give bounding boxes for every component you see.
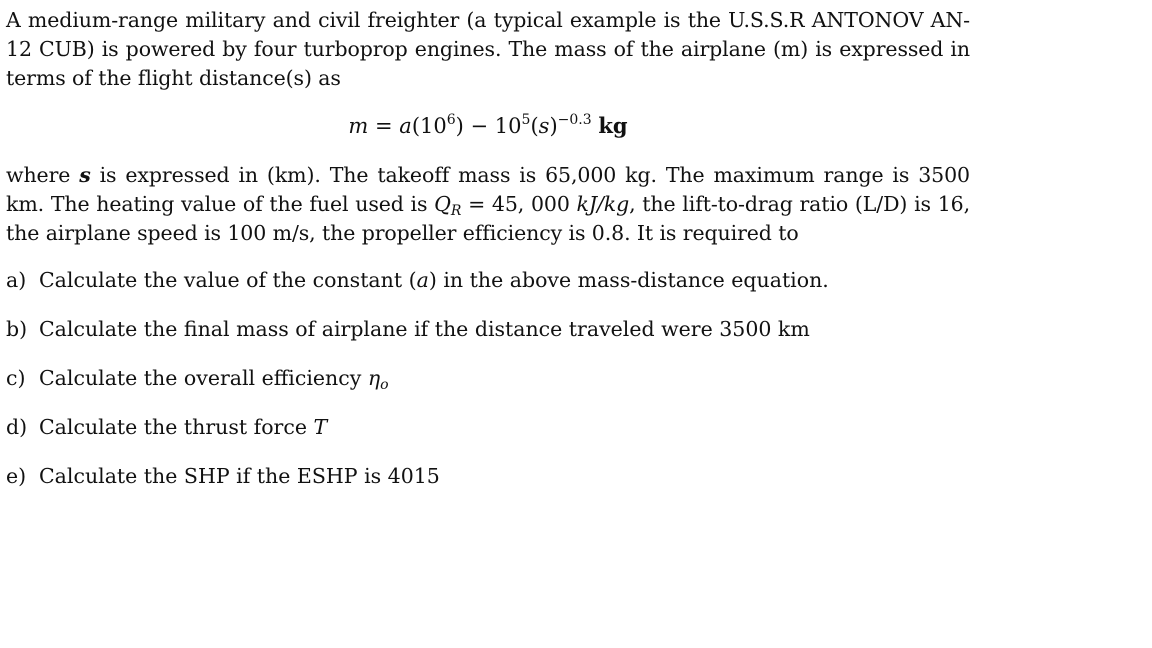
formula-term2-exponent: 5: [521, 112, 531, 128]
formula-term1-close: ) − 10: [455, 114, 522, 138]
question-pre: Calculate the overall efficiency: [39, 366, 368, 390]
given-q: Q: [434, 192, 451, 216]
intro-text: A medium-range military and civil freighter (a typical example is the U.S.S.R ANTONOV AN-12 CUB) is powered by four turboprop engines. The mass of the airplane (m) is expressed in terms of the flight distance(s) as: [6, 8, 970, 90]
question-list: [6, 266, 970, 491]
question-var: T: [313, 415, 328, 439]
formula-term1-exponent: 6: [446, 112, 456, 128]
given-part4: , the lift-to-drag ratio (L/D) is 16, the airplane speed is 100 m/s, the propeller efficiency is 0.8. It is required to: [6, 192, 970, 245]
formula-lhs: m: [348, 114, 369, 138]
question-var-sub: o: [380, 377, 389, 393]
question-label: a): [6, 268, 27, 292]
question-pre: Calculate the thrust force: [39, 415, 314, 439]
question-item-a: [6, 266, 970, 295]
question-text: [39, 266, 829, 295]
question-label: d): [6, 415, 28, 439]
formula-constant-a: a: [399, 114, 412, 138]
given-data-paragraph: [6, 161, 970, 248]
given-part3: = 45, 000: [461, 192, 577, 216]
question-text: Calculate the final mass of airplane if the distance traveled were 3500 km: [39, 317, 810, 341]
question-var: a: [416, 268, 429, 292]
question-item-b: [6, 315, 970, 344]
question-label: c): [6, 366, 26, 390]
formula-s-open: (: [530, 114, 539, 138]
given-unit-kj: kJ/kg: [576, 192, 630, 216]
formula-s: s: [538, 114, 550, 138]
given-part1: where: [6, 163, 80, 187]
question-label: b): [6, 317, 28, 341]
question-text: [39, 364, 389, 393]
question-pre: Calculate the value of the constant (: [39, 268, 417, 292]
mass-distance-formula: [6, 111, 970, 141]
question-item-c: [6, 364, 970, 393]
question-text: [39, 413, 327, 442]
given-q-sub: R: [450, 203, 462, 219]
intro-paragraph: [6, 6, 970, 93]
formula-term1: (10: [411, 114, 447, 138]
question-label: e): [6, 464, 27, 488]
given-var-s: s: [79, 163, 91, 187]
problem-statement: [6, 6, 970, 511]
question-item-e: [6, 462, 970, 491]
formula-unit: kg: [598, 113, 628, 138]
formula-s-exponent: −0.3: [557, 112, 592, 128]
given-part2: is expressed in (km). The takeoff mass is 65,000 kg. The maximum range is 3500 km. The heating value of the fuel used is: [6, 163, 970, 216]
formula-equals: =: [368, 114, 400, 138]
question-text: Calculate the SHP if the ESHP is 4015: [39, 464, 440, 488]
question-item-d: [6, 413, 970, 442]
question-post: ) in the above mass-distance equation.: [428, 268, 829, 292]
formula-s-close: ): [549, 114, 558, 138]
question-var: η: [367, 366, 381, 390]
